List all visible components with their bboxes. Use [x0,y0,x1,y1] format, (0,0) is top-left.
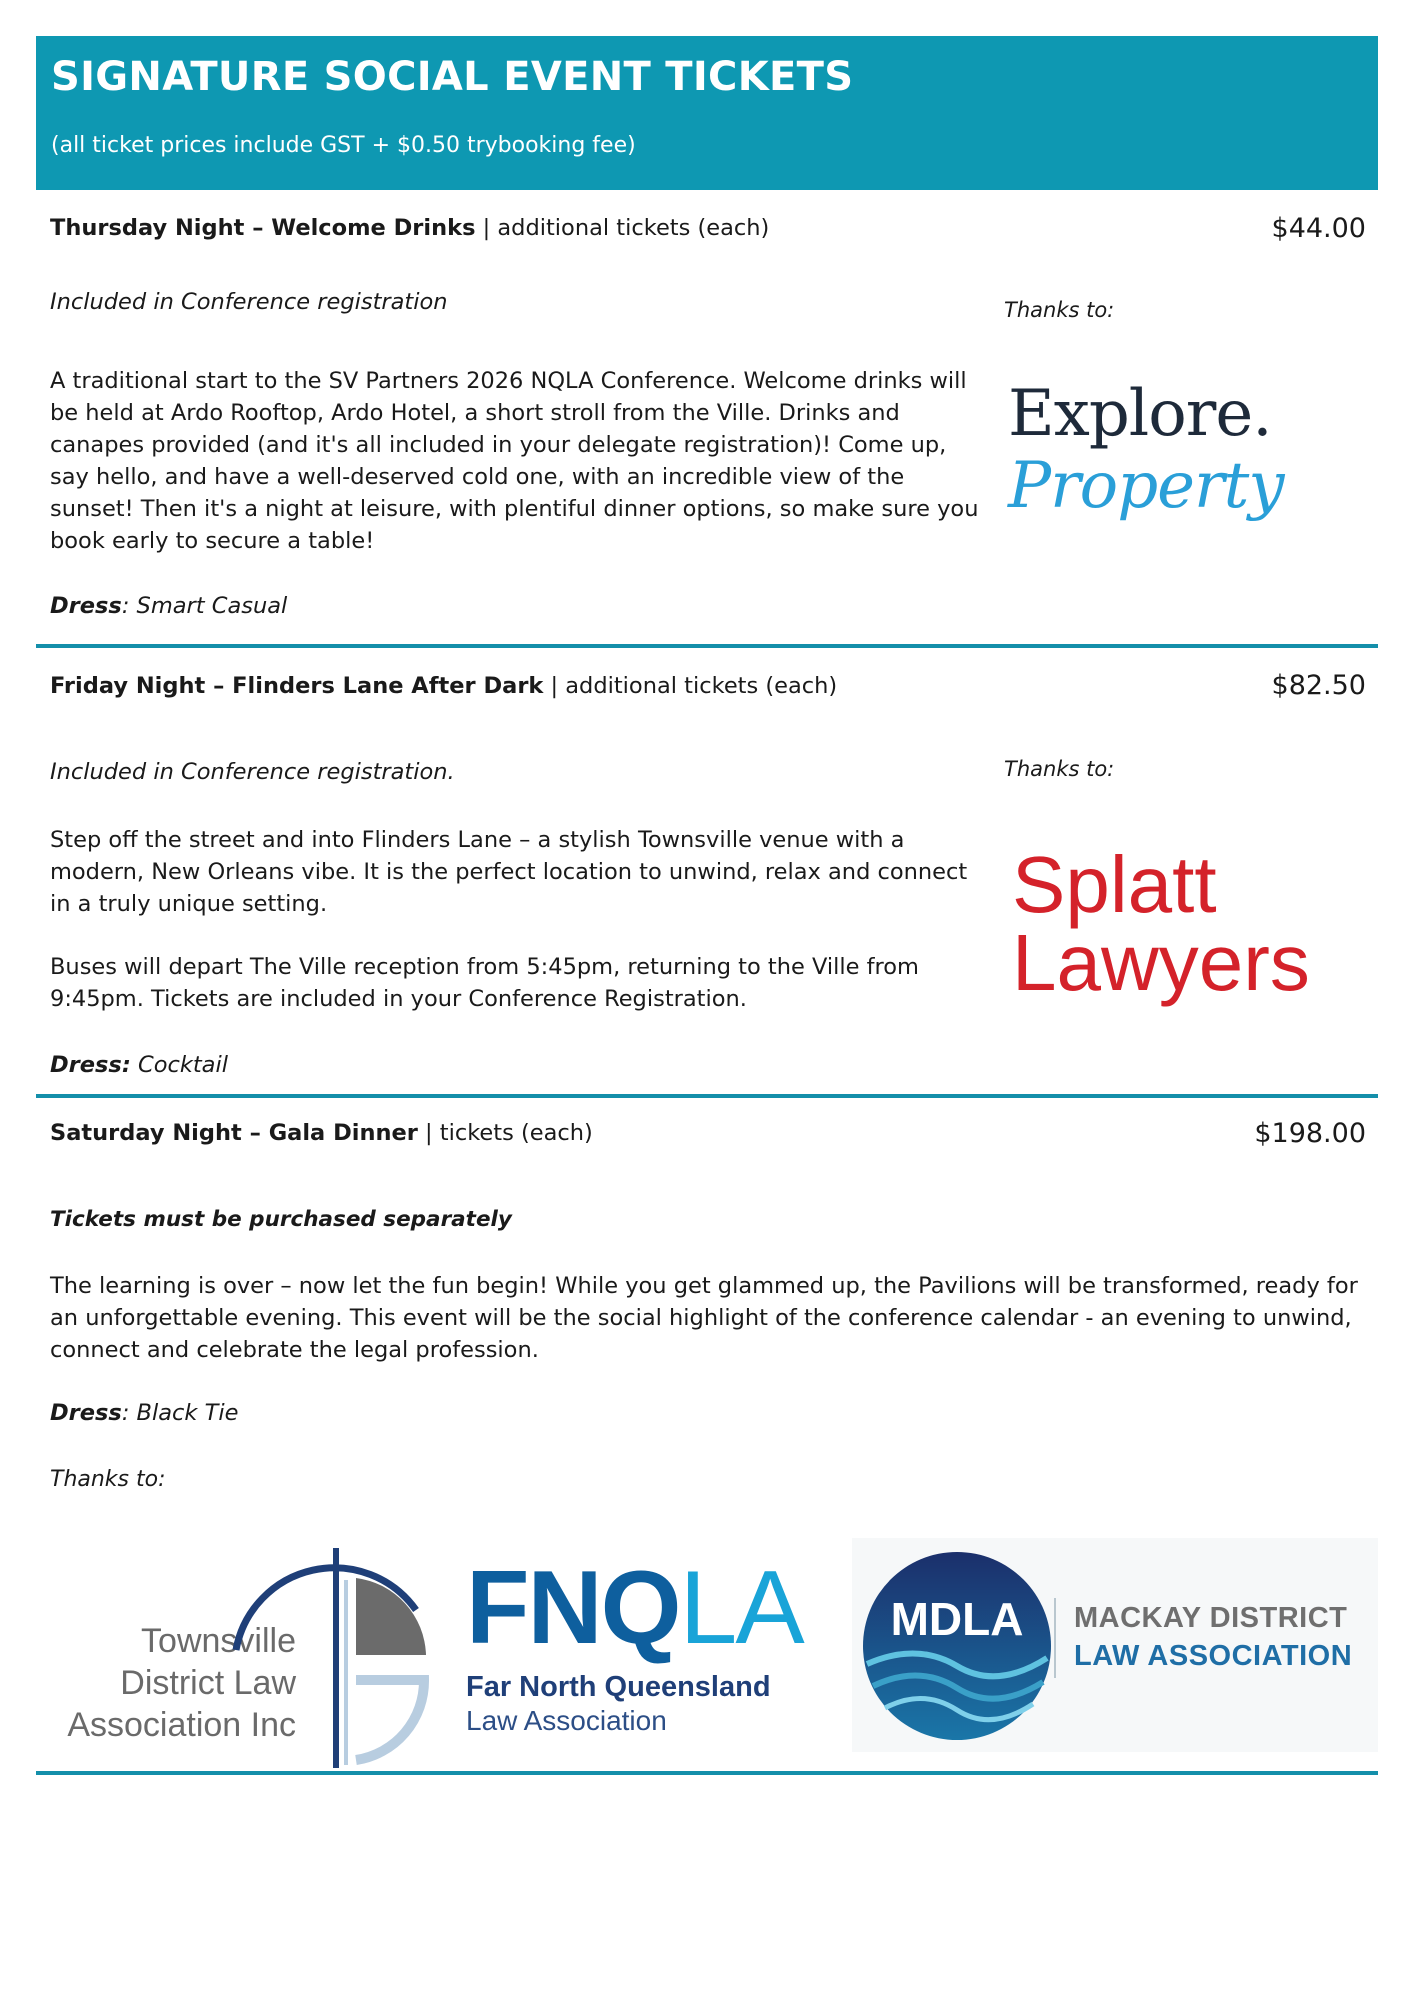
section-divider [36,1771,1378,1775]
dress-value: : Black Tie [121,1400,239,1426]
page-title: SIGNATURE SOCIAL EVENT TICKETS [51,54,854,100]
thanks-label: Thanks to: [1004,757,1115,781]
logo-property-text: Property [1008,449,1284,523]
dress-value: : Smart Casual [121,593,288,619]
page-subtitle: (all ticket prices include GST + $0.50 trybooking fee) [51,133,636,158]
dress-value: Cocktail [130,1052,228,1078]
event-name: Friday Night – Flinders Lane After Dark [50,673,544,699]
fnqla-mark [466,1550,846,1666]
event-description: A traditional start to the SV Partners 2026 NQLA Conference. Welcome drinks will be held at Ardo Rooftop, Ardo Hotel, a short stroll from the Ville. Drinks and canapes provided (and it's all included in your delegate registration)! Come up, say hello, and have a well-deserved cold one, with an incredible view of the sunset! Then it's a night at leisure, with plentiful dinner options, so make sure you book early to secure a table! [50,368,979,554]
logo-lawyers-text: Lawyers [1012,918,1310,1007]
fnqla-line: Far North Queensland [466,1671,771,1703]
mdla-badge-icon [857,1546,1057,1746]
event-note: Tickets must be purchased separately [50,1207,512,1232]
event-suffix: | additional tickets (each) [543,673,838,699]
dress-label: Dress: [50,1052,131,1078]
mdla-divider [1054,1598,1056,1678]
event-description: The learning is over – now let the fun begin! While you get glammed up, the Pavilions will be transformed, ready for an unforgettable evening. This event will be the social highlight of the conference calendar - an evening to unwind, connect and celebrate the legal profession. [50,1273,1358,1363]
event-heading [50,212,769,244]
section-divider [36,1094,1378,1098]
dress-label: Dress [50,1400,122,1426]
mdla-badge-text: MDLA [890,1593,1024,1645]
mdla-line: MACKAY DISTRICT [1074,1602,1348,1634]
fnqla-mark-light: LA [679,1550,803,1666]
event-heading [50,1117,593,1149]
tdla-line: Townsville [141,1622,296,1660]
event-heading [50,670,837,702]
event-price: $44.00 [1271,213,1366,244]
tdla-line: District Law [120,1664,296,1702]
tdla-emblem-icon [216,1540,436,1768]
tdla-line: Association Inc [67,1706,296,1744]
event-description: Step off the street and into Flinders Lane – a stylish Townsville venue with a modern, New Orleans vibe. It is the perfect location to unwind, relax and connect in a truly unique setting. [50,827,968,917]
event-suffix: | tickets (each) [417,1120,593,1146]
splatt-lawyers-logo [1012,840,1352,1007]
logo-splatt-text: Splatt [1012,840,1217,929]
section-divider [36,644,1378,648]
thanks-label: Thanks to: [1004,298,1115,322]
event-dress [50,1049,228,1081]
event-price: $198.00 [1254,1118,1366,1149]
event-suffix: | additional tickets (each) [475,215,770,241]
fnqla-logo [466,1550,846,1756]
fnqla-mark-bold: FNQ [466,1550,680,1666]
explore-property-logo [1008,378,1348,522]
tdla-logo [36,1540,436,1768]
event-dress [50,1397,238,1429]
event-note: Included in Conference registration. [50,759,455,785]
event-name: Thursday Night – Welcome Drinks [50,215,476,241]
event-price: $82.50 [1271,670,1366,701]
event-description: Buses will depart The Ville reception from 5:45pm, returning to the Ville from 9:45pm. Tickets are included in your Conference Registration. [50,954,919,1012]
thanks-label: Thanks to: [50,1467,166,1492]
fnqla-line: Law Association [466,1705,667,1736]
dress-label: Dress [50,593,122,619]
event-dress [50,590,287,622]
event-name: Saturday Night – Gala Dinner [50,1120,418,1146]
logo-explore-text: Explore. [1008,377,1272,451]
event-note: Included in Conference registration [50,289,448,315]
page-header [36,36,1378,190]
mdla-logo [852,1538,1378,1752]
mdla-line: LAW ASSOCIATION [1074,1640,1353,1672]
